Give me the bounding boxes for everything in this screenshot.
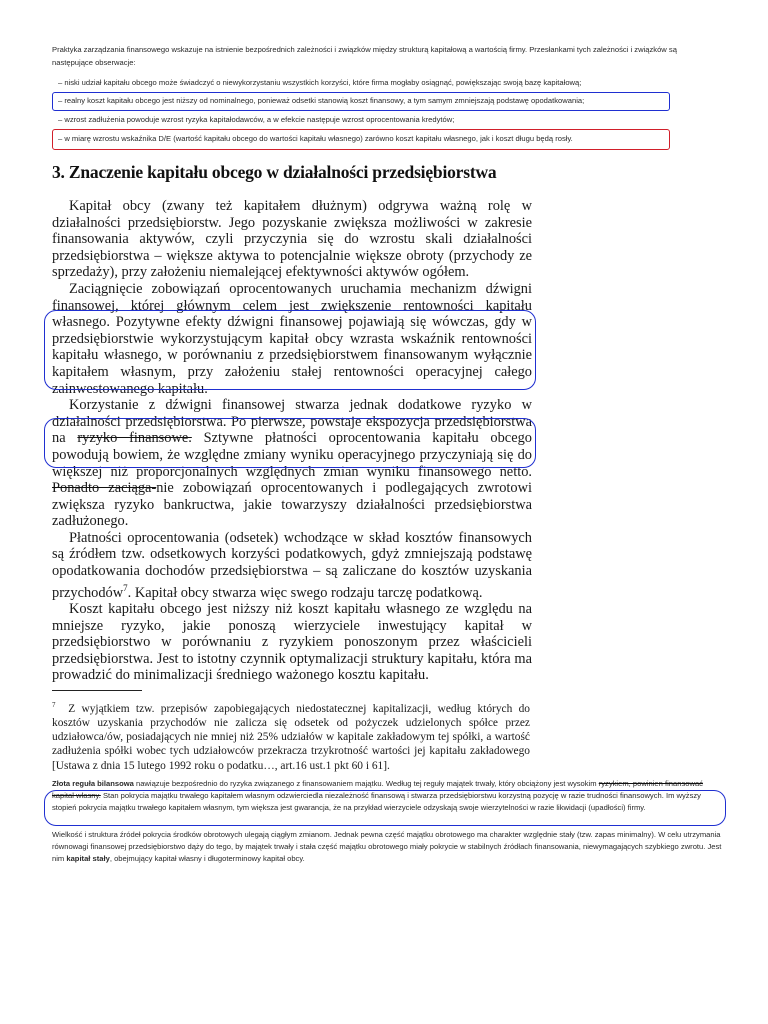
struck-text: Ponadto zaciąga- [52, 480, 157, 497]
footnote-text: Z wyjątkiem tzw. przepisów zapobiegających niedostatecznej kapitalizacji, według których do kosztów uzyskania przychodów nie zalicza się odsetek od pożyczek udzielonych spółce przez udziałowca/ów, posiadających nie mniej niż 25% udziałów w kapitale zakładowym tej spółki, a wartość zadłużenia spółki wobec tych udziałowców przekracza trzykrotność wartości jej kapitału zakładowego [Ustawa z dnia 15 lutego 1992 roku o podatku…, art.16 ust.1 pkt 60 i 61]. [52, 702, 530, 772]
section-heading: 3. Znaczenie kapitału obcego w działalności przedsiębiorstwa [52, 162, 497, 182]
paragraph-text: Pozytywne efekty dźwigni finansowej pojawiają się wówczas, gdy w przedsiębiorstwie wykorzystującym kapitał obcy wzrasta wskaźnik rentowności kapitału własnego, w porównaniu z przedsiębiorstwem finansowanym wyłącznie kapitałem własnym, przy założeniu stałej rentowności operacyjnej całego zainwestowanego kapitału. [52, 314, 532, 397]
paragraph-text: . Kapitał obcy stwarza więc swego rodzaju tarczę podatkową. [127, 584, 483, 601]
blue-highlight-box [44, 790, 726, 826]
struck-text: ryzyko finansowe. [77, 430, 192, 447]
bullet-item: – niski udział kapitału obcego może świadczyć o niewykorzystaniu wszystkich korzyści, które firma mogłaby osiągnąć, powiększając swoją bazę kapitałową; [58, 78, 582, 87]
bullet-item: – w miarę wzrostu wskaźnika D/E (wartość kapitału obcego do wartości kapitału własnego) zarówno koszt kapitału własnego, jak i koszt długu będą rosły. [58, 134, 573, 143]
note-text: Wielkość i struktura źródeł pokrycia środków obrotowych ulegają ciągłym zmianom. Jednak pewna część majątku obrotowego ma charakter względnie stały (tzw. zapas minimalny). W celu utrzymania równowagi finansowej przedsiębiorstwo dąży do tego, by majątek trwały i stała część majątku obrotowego miały pokrycie w stabilnych źródłach finansowania, niewymagających szybkiego zwrotu. Jest nim [52, 830, 722, 864]
note-text: Stan pokrycia majątku trwałego kapitałem własnym odzwierciedla niezależność finansową i stwarza przedsiębiorstwu korzystną pozycję w razie trudności finansowych. Im wyższy stopień pokrycia majątku trwałego kapitałem własnym, tym większa jest gwarancja, że na przykład wierzyciele odzyskają swoje wierzytelności w razie likwidacji (upadłości) firmy. [52, 791, 701, 813]
paragraph-text: Płatności oprocentowania (odsetek) wchodzące w skład kosztów finansowych są źródłem tzw. odsetkowych korzyści podatkowych, gdyż zmniejszają podstawę opodatkowania dochodów przedsiębiorstwa – są zaliczane do kosztów uzyskania przychodów [52, 529, 532, 601]
intro-paragraph: Praktyka zarządzania finansowego wskazuje na istnienie bezpośrednich zależności i związków między strukturą kapitałową a wartością firmy. Przesłankami tych zależności i związków są następujące obserwacje: [52, 45, 677, 67]
bullet-item: – wzrost zadłużenia powoduje wzrost ryzyka kapitałodawców, a w efekcie następuje wzrost oprocentowania kredytów; [58, 115, 455, 124]
blue-highlight-box [44, 310, 536, 390]
paragraph: Koszt kapitału obcego jest niższy niż koszt kapitału własnego ze względu na mniejsze ryzyko, jakie ponoszą wierzyciele inwestujący kapitał w przedsiębiorstwo w porównaniu z ryzykiem ponoszonym przez właścicieli przedsiębiorstwa. Jest to istotny czynnik optymalizacji struktury kapitału, która ma prowadzić do minimalizacji średniego ważonego kosztu kapitału. [52, 601, 532, 684]
note-working-capital [52, 829, 724, 866]
paragraph-text: nie zobowiązań oprocentowanych i podlegających zwrotowi zwiększa ryzyko bankructwa, jakie towarzyszy działalności przedsiębiorstwa zadłużonego. [52, 480, 532, 530]
paragraph-text: Zaciągnięcie zobowiązań oprocentowanych uruchamia mechanizm dźwigni finansowej, której głównym celem jest zwiększenie rentowności kapitału własnego. [52, 280, 532, 331]
footnote-ref: 7 [123, 582, 128, 593]
paragraph-text: Sztywne płatności oprocentowania kapitału obcego powodują bowiem, że względne zmiany wyniku operacyjnego przyczyniają się do większej niż proporcjonalnych względnych zmian wyniku finansowego netto. [52, 430, 532, 480]
footnote-divider [52, 690, 142, 691]
paragraph: Kapitał obcy (zwany też kapitałem dłużnym) odgrywa ważną rolę w działalności przedsiębiorstw. Jego pozyskanie zwiększa możliwości w zakresie finansowania aktywów, czyli przyczynia się do wzrostu skali działalności przedsiębiorstwa – większe aktywa to potencjalnie większe obroty (przychody ze sprzedaży), przy założeniu niemalejącej efektywności aktywów ogółem. [52, 198, 532, 281]
bold-term: Złota reguła bilansowa [52, 779, 134, 788]
footnote-marker: 7 [52, 701, 56, 709]
note-text: , obejmujący kapitał własny i długoterminowy kapitał obcy. [109, 854, 305, 864]
note-text: nawiązuje bezpośrednio do ryzyka związanego z finansowaniem majątku. Według tej reguły majątek trwały, który obciążony jest wysokim [133, 779, 597, 788]
bullet-item: – realny koszt kapitału obcego jest niższy od nominalnego, ponieważ odsetki stanowią koszt finansowy, a tym samym zmniejszają podstawę opodatkowania; [58, 96, 585, 105]
paragraph [52, 530, 532, 601]
struck-text: ryzykiem, powinien finansować kapitał własny. [52, 779, 703, 801]
blue-highlight-box [44, 418, 536, 468]
paragraph-text: Korzystanie z dźwigni finansowej stwarza jednak dodatkowe ryzyko w działalności przedsiębiorstwa. Po pierwsze, powstaje ekspozycja przedsiębiorstwa na [52, 397, 532, 447]
bold-term: kapitał stały [66, 854, 110, 864]
footnote [52, 698, 530, 773]
